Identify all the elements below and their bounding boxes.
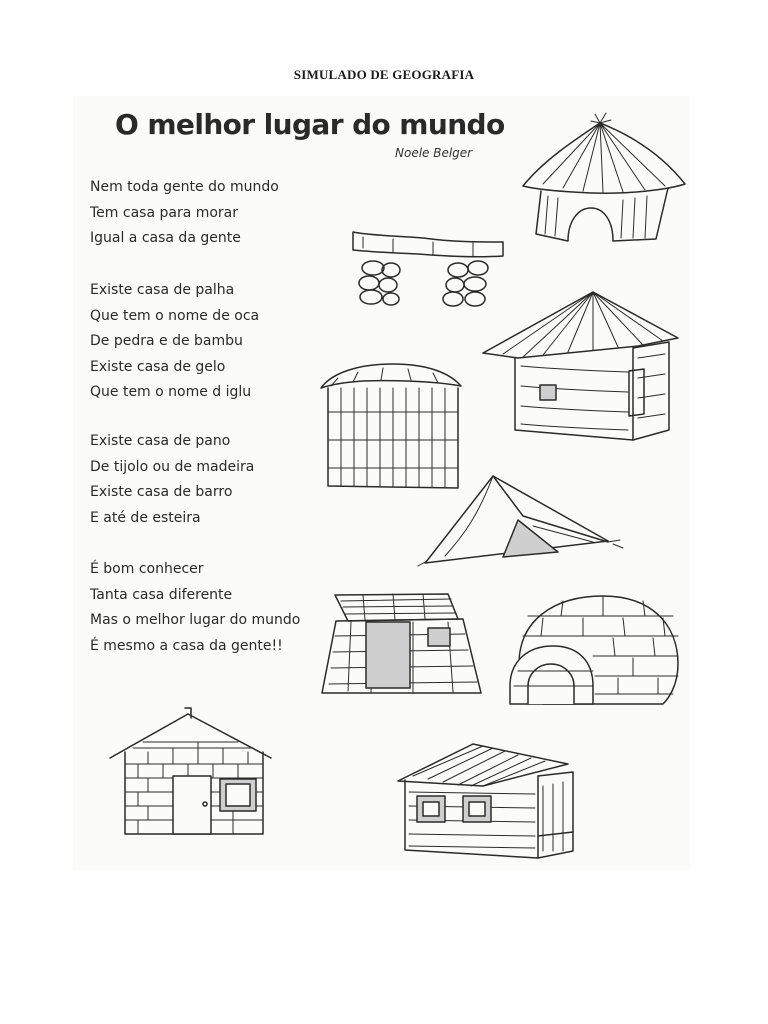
poem-line: Existe casa de palha bbox=[90, 282, 235, 298]
poem-line: De tijolo ou de madeira bbox=[90, 458, 255, 475]
poem-title: O melhor lugar do mundo bbox=[115, 108, 505, 141]
poem-line: Existe casa de gelo bbox=[90, 358, 226, 375]
poem-line: Tanta casa diferente bbox=[90, 586, 233, 603]
house-illustrations bbox=[73, 96, 690, 870]
poem-line: Que tem o nome d iglu bbox=[90, 384, 252, 400]
tent-icon bbox=[418, 476, 623, 566]
poem-line: Nem toda gente do mundo bbox=[90, 179, 279, 195]
document-header: SIMULADO DE GEOGRAFIA bbox=[293, 67, 475, 82]
stone-house-icon bbox=[353, 232, 503, 306]
poem-line: Igual a casa da gente bbox=[90, 230, 241, 246]
poem-line: Que tem o nome de oca bbox=[90, 307, 260, 324]
straw-hut-icon bbox=[523, 113, 685, 241]
wooden-cabin-icon bbox=[398, 744, 573, 858]
igloo-icon bbox=[510, 596, 678, 704]
poem-line: Existe casa de barro bbox=[90, 484, 233, 500]
poem-line: Mas o melhor lugar do mundo bbox=[90, 612, 301, 628]
poem-line: É mesmo a casa da gente!! bbox=[90, 637, 283, 654]
poem-line: Existe casa de pano bbox=[90, 433, 231, 449]
poem-line: Tem casa para morar bbox=[90, 204, 239, 221]
poem-author: Noele Belger bbox=[395, 146, 473, 160]
thatched-wooden-house-icon bbox=[483, 292, 678, 440]
worksheet-scan bbox=[73, 96, 690, 870]
bamboo-hut-icon bbox=[321, 364, 461, 488]
poem-line: De pedra e de bambu bbox=[90, 333, 243, 349]
poem-line: É bom conhecer bbox=[90, 561, 204, 577]
brick-house-icon bbox=[110, 708, 271, 834]
poem-line: E até de esteira bbox=[90, 509, 201, 526]
mud-house-icon bbox=[322, 594, 481, 693]
